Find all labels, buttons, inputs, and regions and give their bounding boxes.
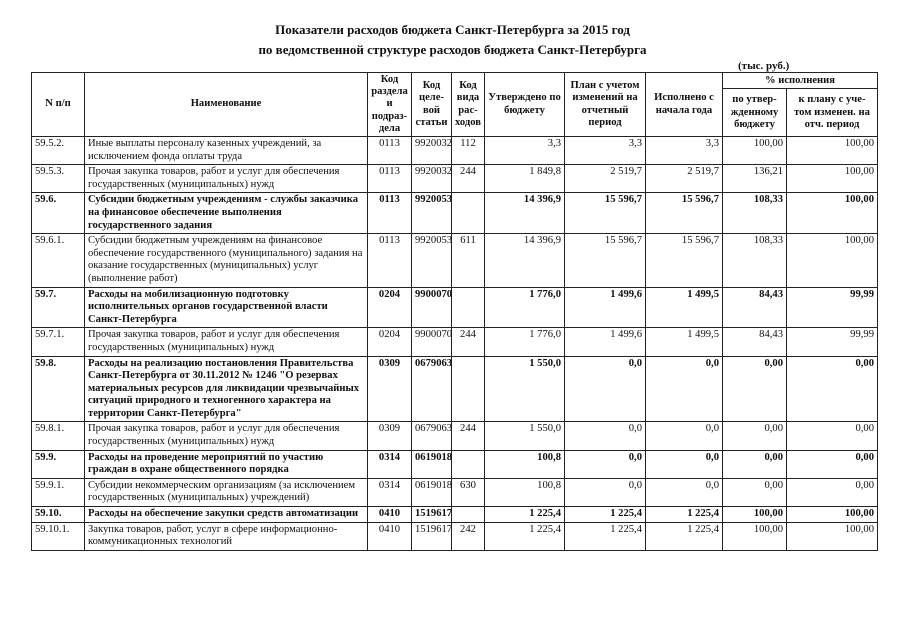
cell-statya: 1519617 [412,522,452,550]
cell-plan: 1 499,6 [565,328,646,356]
cell-vid: 611 [452,234,485,287]
cell-vid [452,356,485,422]
cell-pct-plan: 99,99 [787,328,878,356]
cell-razdel: 0113 [368,234,412,287]
cell-statya: 0679063 [412,422,452,450]
cell-num: 59.9. [32,450,85,478]
cell-utv: 1 776,0 [485,328,565,356]
col-header-utv: Утверждено по бюджету [485,73,565,137]
cell-vid [452,450,485,478]
cell-isp: 2 519,7 [646,165,723,193]
cell-plan: 0,0 [565,450,646,478]
col-header-name: Наименование [85,73,368,137]
cell-pct-plan: 0,00 [787,356,878,422]
table-row [32,450,878,478]
cell-razdel: 0309 [368,422,412,450]
cell-pct-plan: 0,00 [787,478,878,506]
cell-isp: 1 225,4 [646,522,723,550]
cell-num: 59.7.1. [32,328,85,356]
cell-razdel: 0113 [368,193,412,234]
cell-utv: 1 849,8 [485,165,565,193]
cell-plan: 15 596,7 [565,193,646,234]
table-row [32,478,878,506]
cell-name: Субсидии бюджетным учреждениям - службы заказчика на финансовое обеспечение выполнения государственного задания [85,193,368,234]
cell-vid [452,507,485,523]
cell-isp: 1 225,4 [646,507,723,523]
cell-pct-utv: 84,43 [723,287,787,328]
cell-isp: 15 596,7 [646,193,723,234]
col-header-plan: План с учетом изменений на отчетный период [565,73,646,137]
cell-name: Расходы на реализацию постановления Правительства Санкт-Петербурга от 30.11.2012 № 1246 "О резервах материальных ресурсов для ликвидации чрезвычайных ситуаций природного и техногенного характера на территории Санкт-Петербурга" [85,356,368,422]
budget-table [31,72,878,551]
cell-razdel: 0204 [368,287,412,328]
cell-pct-plan: 99,99 [787,287,878,328]
table-row [32,234,878,287]
cell-name: Прочая закупка товаров, работ и услуг для обеспечения государственных (муниципальных) нужд [85,422,368,450]
cell-num: 59.10. [32,507,85,523]
col-header-pct-group: % исполнения [723,73,878,89]
cell-utv: 1 776,0 [485,287,565,328]
cell-name: Прочая закупка товаров, работ и услуг для обеспечения государственных (муниципальных) нужд [85,328,368,356]
cell-utv: 1 550,0 [485,356,565,422]
cell-razdel: 0113 [368,165,412,193]
cell-utv: 14 396,9 [485,234,565,287]
table-row [32,137,878,165]
cell-isp: 0,0 [646,450,723,478]
cell-pct-plan: 100,00 [787,137,878,165]
cell-pct-plan: 100,00 [787,507,878,523]
cell-plan: 1 225,4 [565,522,646,550]
cell-statya: 9900070 [412,328,452,356]
cell-plan: 0,0 [565,356,646,422]
cell-num: 59.10.1. [32,522,85,550]
cell-name: Иные выплаты персоналу казенных учреждений, за исключением фонда оплаты труда [85,137,368,165]
cell-pct-utv: 100,00 [723,522,787,550]
cell-isp: 0,0 [646,422,723,450]
cell-razdel: 0314 [368,478,412,506]
table-row [32,507,878,523]
cell-vid: 242 [452,522,485,550]
cell-pct-plan: 0,00 [787,450,878,478]
cell-statya: 0619018 [412,450,452,478]
table-row [32,522,878,550]
cell-num: 59.8. [32,356,85,422]
document-title: Показатели расходов бюджета Санкт-Петербурга за 2015 год [275,22,630,37]
table-row [32,422,878,450]
cell-plan: 2 519,7 [565,165,646,193]
cell-razdel: 0410 [368,522,412,550]
cell-pct-utv: 136,21 [723,165,787,193]
cell-plan: 1 499,6 [565,287,646,328]
table-body [32,137,878,551]
cell-num: 59.5.3. [32,165,85,193]
table-row [32,287,878,328]
col-header-vid: Код вида рас-ходов [452,73,485,137]
cell-pct-plan: 0,00 [787,422,878,450]
cell-utv: 1 225,4 [485,522,565,550]
cell-pct-plan: 100,00 [787,522,878,550]
table-row [32,356,878,422]
cell-vid: 244 [452,328,485,356]
cell-plan: 15 596,7 [565,234,646,287]
col-header-razdel: Код раздела и подраз-дела [368,73,412,137]
cell-num: 59.8.1. [32,422,85,450]
cell-num: 59.9.1. [32,478,85,506]
cell-utv: 1 225,4 [485,507,565,523]
cell-razdel: 0309 [368,356,412,422]
cell-statya: 0679063 [412,356,452,422]
cell-razdel: 0113 [368,137,412,165]
cell-isp: 1 499,5 [646,328,723,356]
cell-pct-utv: 100,00 [723,507,787,523]
cell-pct-plan: 100,00 [787,193,878,234]
cell-pct-utv: 0,00 [723,422,787,450]
cell-plan: 1 225,4 [565,507,646,523]
cell-isp: 0,0 [646,356,723,422]
cell-statya: 1519617 [412,507,452,523]
cell-statya: 9920032 [412,137,452,165]
cell-vid: 244 [452,165,485,193]
cell-vid [452,193,485,234]
cell-num: 59.5.2. [32,137,85,165]
cell-isp: 3,3 [646,137,723,165]
cell-vid: 630 [452,478,485,506]
cell-name: Расходы на обеспечение закупки средств автоматизации [85,507,368,523]
cell-utv: 100,8 [485,450,565,478]
cell-utv: 3,3 [485,137,565,165]
cell-name: Прочая закупка товаров, работ и услуг для обеспечения государственных (муниципальных) нужд [85,165,368,193]
col-header-statya: Код целе-вой статьи [412,73,452,137]
cell-statya: 9900070 [412,287,452,328]
cell-name: Субсидии некоммерческим организациям (за исключением государственных (муниципальных) учреждений) [85,478,368,506]
cell-isp: 15 596,7 [646,234,723,287]
cell-name: Расходы на мобилизационную подготовку исполнительных органов государственной власти Санкт-Петербурга [85,287,368,328]
cell-vid [452,287,485,328]
cell-num: 59.6.1. [32,234,85,287]
cell-statya: 9920032 [412,165,452,193]
cell-utv: 1 550,0 [485,422,565,450]
cell-plan: 0,0 [565,422,646,450]
cell-pct-utv: 0,00 [723,478,787,506]
cell-plan: 0,0 [565,478,646,506]
col-header-pct-utv: по утвер-жденному бюджету [723,89,787,137]
document-subtitle: по ведомственной структуре расходов бюджета Санкт-Петербурга [258,42,647,57]
col-header-pct-plan: к плану с уче-том изменен. на отч. период [787,89,878,137]
cell-utv: 14 396,9 [485,193,565,234]
cell-statya: 9920053 [412,193,452,234]
cell-razdel: 0410 [368,507,412,523]
cell-pct-utv: 0,00 [723,356,787,422]
cell-pct-utv: 0,00 [723,450,787,478]
col-header-num: N п/п [32,73,85,137]
cell-statya: 0619018 [412,478,452,506]
cell-razdel: 0204 [368,328,412,356]
cell-name: Субсидии бюджетным учреждениям на финансовое обеспечение государственного (муниципального) задания на оказание государственных (муниципальных) услуг (выполнение работ) [85,234,368,287]
cell-vid: 244 [452,422,485,450]
cell-utv: 100,8 [485,478,565,506]
table-row [32,193,878,234]
cell-name: Расходы на проведение мероприятий по участию граждан в охране общественного порядка [85,450,368,478]
table-row [32,328,878,356]
unit-label: (тыс. руб.) [738,60,790,72]
cell-vid: 112 [452,137,485,165]
cell-num: 59.6. [32,193,85,234]
table-row [32,165,878,193]
cell-pct-plan: 100,00 [787,234,878,287]
cell-name: Закупка товаров, работ, услуг в сфере информационно-коммуникационных технологий [85,522,368,550]
cell-razdel: 0314 [368,450,412,478]
cell-pct-utv: 84,43 [723,328,787,356]
cell-pct-plan: 100,00 [787,165,878,193]
cell-statya: 9920053 [412,234,452,287]
cell-pct-utv: 108,33 [723,234,787,287]
cell-pct-utv: 108,33 [723,193,787,234]
cell-plan: 3,3 [565,137,646,165]
cell-pct-utv: 100,00 [723,137,787,165]
cell-num: 59.7. [32,287,85,328]
cell-isp: 0,0 [646,478,723,506]
cell-isp: 1 499,5 [646,287,723,328]
col-header-isp: Исполнено с начала года [646,73,723,137]
